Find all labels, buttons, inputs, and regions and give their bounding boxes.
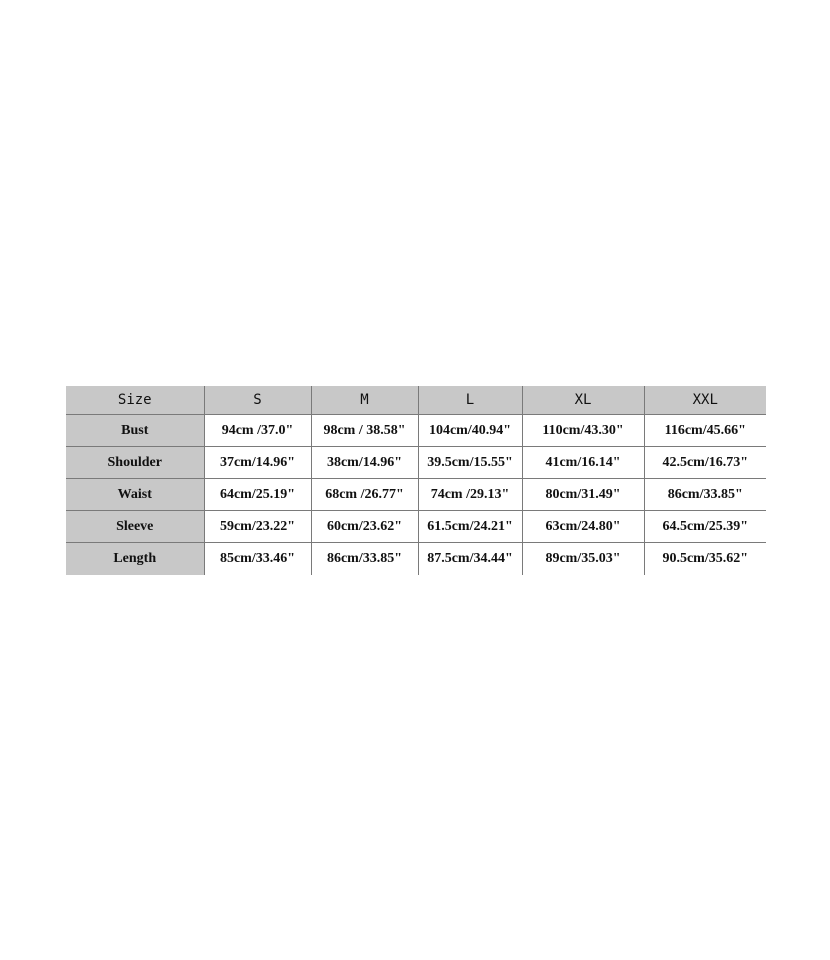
table-row bbox=[66, 511, 766, 543]
table-cell: 89cm/35.03" bbox=[522, 543, 644, 575]
table-cell: 37cm/14.96" bbox=[204, 447, 311, 479]
table-cell: 39.5cm/15.55" bbox=[418, 447, 522, 479]
table-cell: 60cm/23.62" bbox=[311, 511, 418, 543]
row-label-shoulder: Shoulder bbox=[66, 447, 204, 479]
table-cell: 87.5cm/34.44" bbox=[418, 543, 522, 575]
row-label-bust: Bust bbox=[66, 415, 204, 447]
table-row bbox=[66, 543, 766, 575]
table-cell: 85cm/33.46" bbox=[204, 543, 311, 575]
table-cell: 80cm/31.49" bbox=[522, 479, 644, 511]
row-label-sleeve: Sleeve bbox=[66, 511, 204, 543]
table-cell: 86cm/33.85" bbox=[311, 543, 418, 575]
table-cell: 61.5cm/24.21" bbox=[418, 511, 522, 543]
table-cell: 116cm/45.66" bbox=[644, 415, 766, 447]
table-cell: 110cm/43.30" bbox=[522, 415, 644, 447]
table-cell: 74cm /29.13" bbox=[418, 479, 522, 511]
table-cell: 42.5cm/16.73" bbox=[644, 447, 766, 479]
table-row bbox=[66, 479, 766, 511]
row-label-waist: Waist bbox=[66, 479, 204, 511]
table-cell: 64.5cm/25.39" bbox=[644, 511, 766, 543]
table-row bbox=[66, 415, 766, 447]
size-chart-table bbox=[66, 386, 766, 575]
table-row bbox=[66, 447, 766, 479]
table-cell: 64cm/25.19" bbox=[204, 479, 311, 511]
size-header-s: S bbox=[204, 386, 311, 415]
size-header-m: M bbox=[311, 386, 418, 415]
table-cell: 59cm/23.22" bbox=[204, 511, 311, 543]
table-cell: 98cm / 38.58" bbox=[311, 415, 418, 447]
size-header-xxl: XXL bbox=[644, 386, 766, 415]
table-cell: 90.5cm/35.62" bbox=[644, 543, 766, 575]
size-header-l: L bbox=[418, 386, 522, 415]
table-cell: 41cm/16.14" bbox=[522, 447, 644, 479]
table-cell: 63cm/24.80" bbox=[522, 511, 644, 543]
corner-label: Size bbox=[66, 386, 204, 415]
table-cell: 68cm /26.77" bbox=[311, 479, 418, 511]
size-header-row bbox=[66, 386, 766, 415]
table-cell: 86cm/33.85" bbox=[644, 479, 766, 511]
table-cell: 38cm/14.96" bbox=[311, 447, 418, 479]
size-header-xl: XL bbox=[522, 386, 644, 415]
table-cell: 104cm/40.94" bbox=[418, 415, 522, 447]
table-cell: 94cm /37.0" bbox=[204, 415, 311, 447]
row-label-length: Length bbox=[66, 543, 204, 575]
